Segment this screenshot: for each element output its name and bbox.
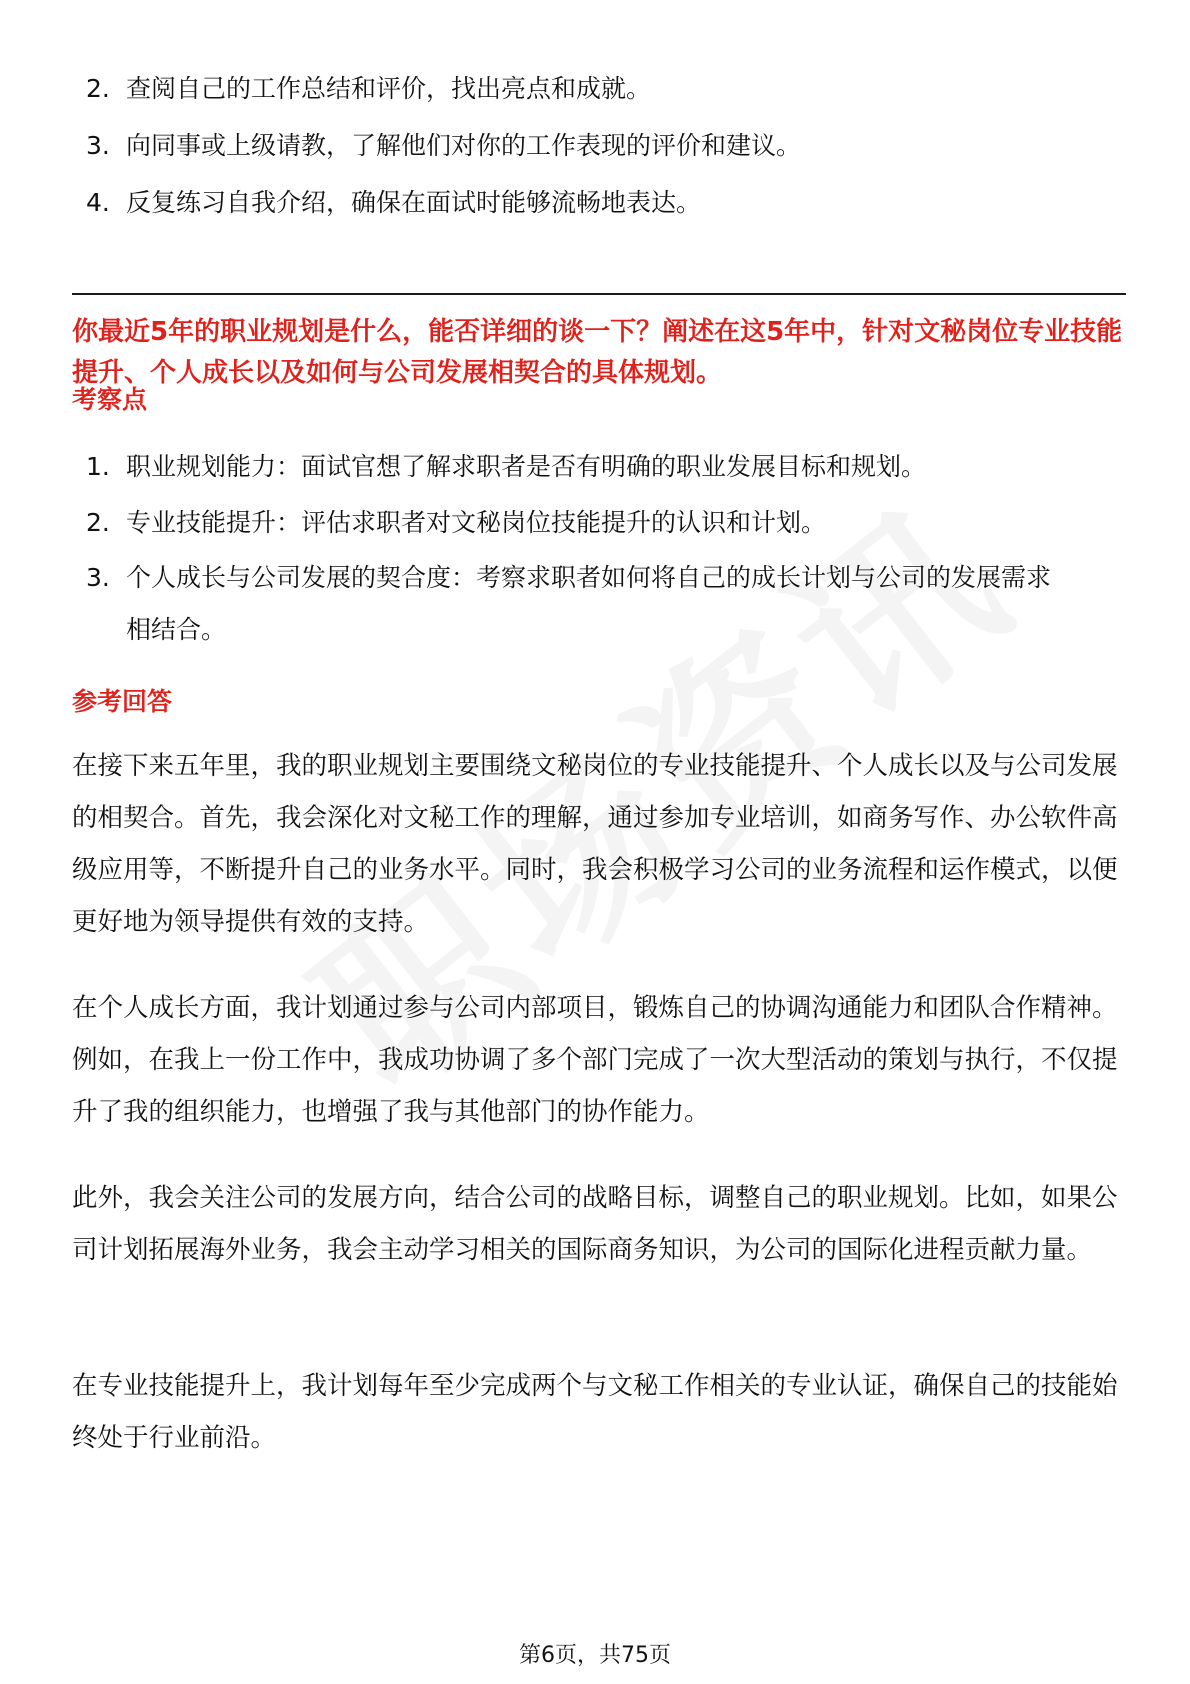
list-text: 反复练习自我介绍，确保在面试时能够流畅地表达。 [126,188,702,217]
list-number: 2. [86,74,110,103]
list-item [72,450,1072,483]
list-number: 4. [86,188,110,217]
question-title: 你最近5年的职业规划是什么，能否详细的谈一下？阐述在这5年中，针对文秘岗位专业技能提升、个人成长以及如何与公司发展相契合的具体规划。 [72,317,1123,388]
list-item [72,129,801,162]
answer-paragraph: 在接下来五年里，我的职业规划主要围绕文秘岗位的专业技能提升、个人成长以及与公司发展的相契合。首先，我会深化对文秘工作的理解，通过参加专业培训，如商务写作、办公软件高级应用等，不断提升自己的业务水平。同时，我会积极学习公司的业务流程和运作模式，以便更好地为领导提供有效的支持。 [72,751,1118,937]
list-number: 3. [86,131,110,160]
list-item [72,506,1072,539]
list-text: 查阅自己的工作总结和评价，找出亮点和成就。 [126,74,652,103]
prep-steps-list [72,72,801,219]
list-item [72,186,801,219]
page-number: 第6页，共75页 [519,1643,671,1668]
list-text: 向同事或上级请教，了解他们对你的工作表现的评价和建议。 [126,131,802,160]
answer-paragraph: 在个人成长方面，我计划通过参与公司内部项目，锻炼自己的协调沟通能力和团队合作精神。例如，在我上一份工作中，我成功协调了多个部门完成了一次大型活动的策划与执行，不仅提升了我的组织能力，也增强了我与其他部门的协作能力。 [72,993,1118,1127]
list-number: 1. [86,452,110,481]
list-item [72,72,801,105]
answer-paragraph: 此外，我会关注公司的发展方向，结合公司的战略目标，调整自己的职业规划。比如，如果公司计划拓展海外业务，我会主动学习相关的国际商务知识，为公司的国际化进程贡献力量。 [72,1183,1118,1265]
evaluation-points-list [72,450,1072,656]
list-text: 专业技能提升：评估求职者对文秘岗位技能提升的认识和计划。 [126,508,827,537]
section-divider [72,293,1126,295]
list-text: 职业规划能力：面试官想了解求职者是否有明确的职业发展目标和规划。 [126,452,927,481]
list-number: 3. [86,563,110,592]
answer-paragraph: 在专业技能提升上，我计划每年至少完成两个与文秘工作相关的专业认证，确保自己的技能始终处于行业前沿。 [72,1371,1118,1453]
list-text: 个人成长与公司发展的契合度：考察求职者如何将自己的成长计划与公司的发展需求相结合。 [126,563,1052,644]
list-number: 2. [86,508,110,537]
answer-heading: 参考回答 [72,687,173,716]
list-item [72,552,1072,656]
points-heading: 考察点 [72,385,148,414]
